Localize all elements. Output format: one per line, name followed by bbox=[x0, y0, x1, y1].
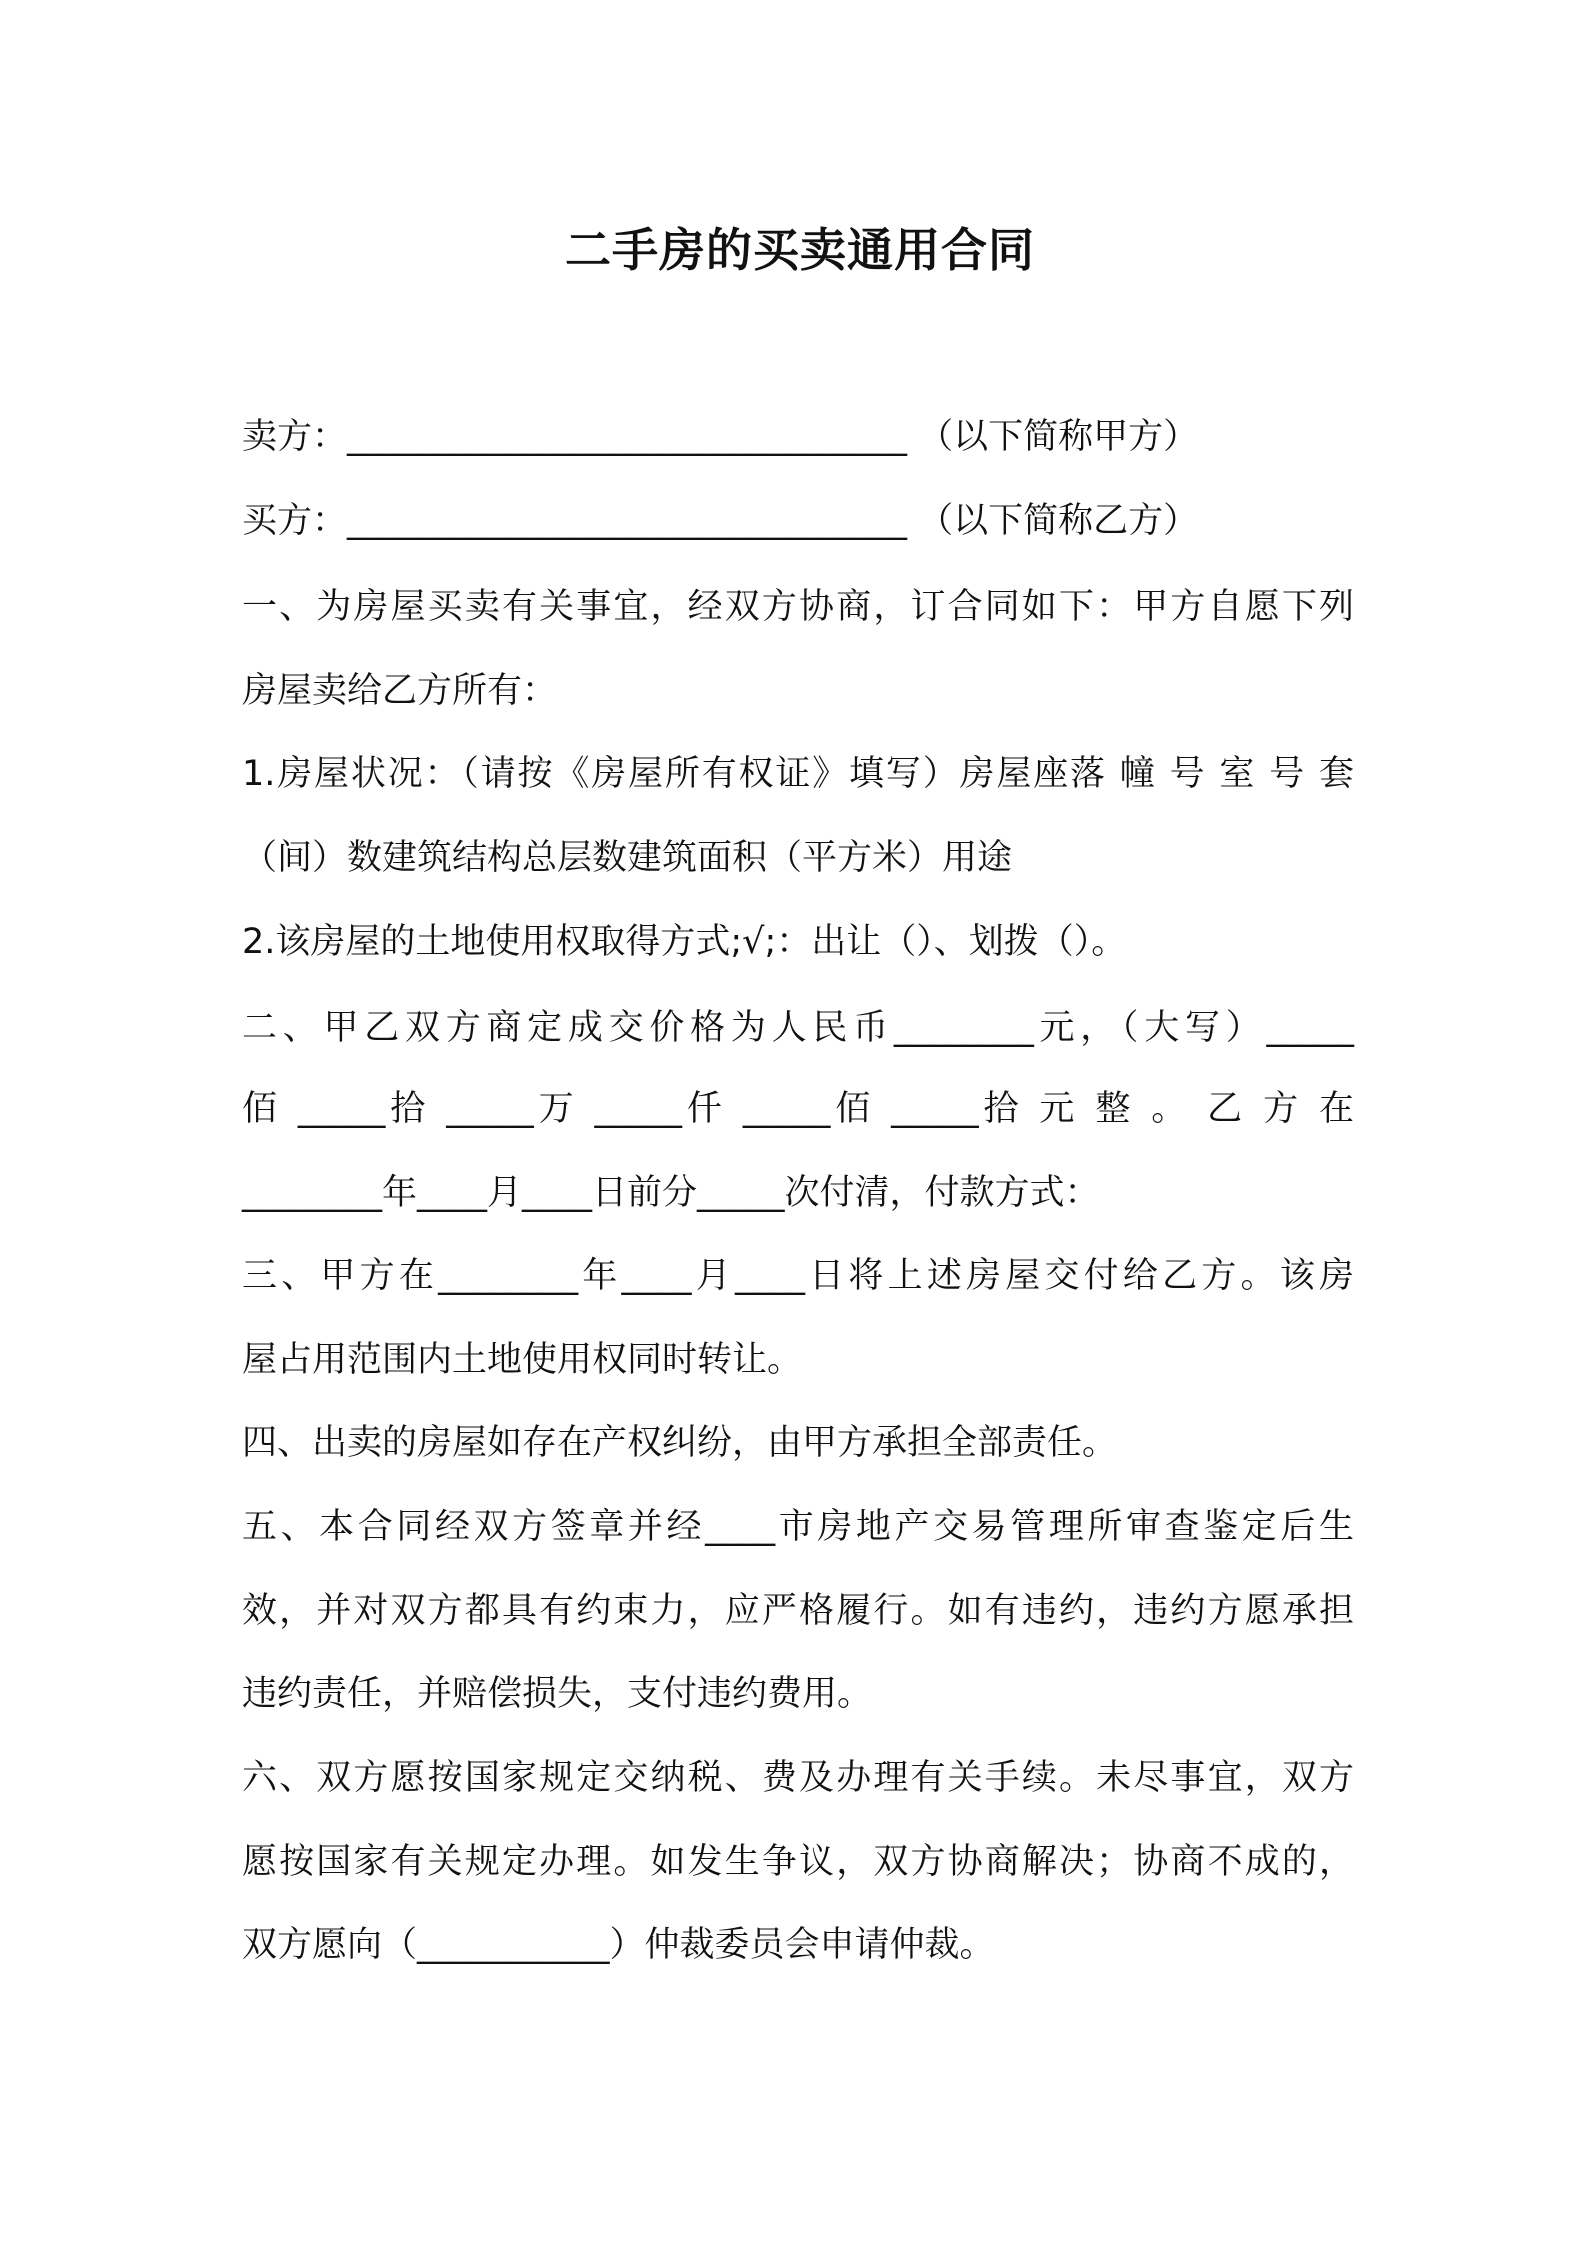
clause-4: 四、出卖的房屋如存在产权纠纷，由甲方承担全部责任。 bbox=[242, 1423, 1118, 1463]
clause-5-line-3: 违约责任，并赔偿损失，支付违约费用。 bbox=[242, 1674, 873, 1714]
clause-3-line-1: 三、甲方在________年____月____日将上述房屋交付给乙方。该房 bbox=[242, 1256, 1354, 1296]
clause-1-item-1-line-1: 1.房屋状况：（请按《房屋所有权证》填写）房屋座落 幢 号 室 号 套 bbox=[242, 754, 1354, 794]
clause-1-line-2: 房屋卖给乙方所有： bbox=[242, 671, 558, 711]
document-title: 二手房的买卖通用合同 bbox=[565, 223, 1035, 277]
buyer-line: 买方：________________________________ （以下简称乙方） bbox=[242, 501, 1199, 541]
clause-3-line-2: 屋占用范围内土地使用权同时转让。 bbox=[242, 1340, 803, 1380]
clause-6-line-1: 六、双方愿按国家规定交纳税、费及办理有关手续。未尽事宜，双方 bbox=[242, 1758, 1354, 1798]
clause-2-line-2: 佰 _____拾 _____万 _____仟 _____佰 _____拾 元 整 。 乙 方 在 bbox=[242, 1089, 1354, 1129]
clause-1-item-1-line-2: （间）数建筑结构总层数建筑面积（平方米）用途 bbox=[242, 838, 1013, 878]
clause-5-line-2: 效，并对双方都具有约束力，应严格履行。如有违约，违约方愿承担 bbox=[242, 1591, 1354, 1631]
clause-6-line-2: 愿按国家有关规定办理。如发生争议，双方协商解决；协商不成的， bbox=[242, 1842, 1354, 1882]
clause-1-item-2: 2.该房屋的土地使用权取得方式;√;：出让（）、划拨（）。 bbox=[242, 922, 1127, 962]
seller-line: 卖方：________________________________ （以下简称甲方） bbox=[242, 417, 1199, 457]
clause-5-line-1: 五、本合同经双方签章并经____市房地产交易管理所审查鉴定后生 bbox=[242, 1507, 1354, 1547]
clause-2-line-3: ________年____月____日前分_____次付清，付款方式： bbox=[242, 1173, 1100, 1213]
clause-2-line-1: 二、甲乙双方商定成交价格为人民币________元，（大写）_____ bbox=[242, 1008, 1354, 1048]
clause-6-line-3: 双方愿向（___________）仲裁委员会申请仲裁。 bbox=[242, 1925, 995, 1965]
clause-1-line-1: 一、为房屋买卖有关事宜，经双方协商，订合同如下：甲方自愿下列 bbox=[242, 587, 1354, 627]
